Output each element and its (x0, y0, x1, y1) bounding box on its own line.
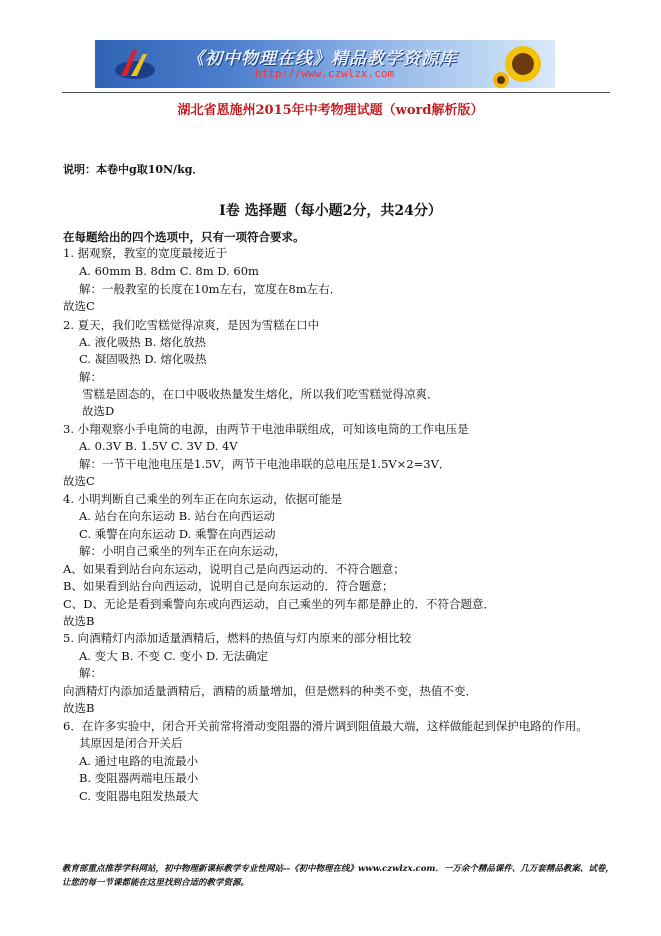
question-3: 3. 小翔观察小手电筒的电源，由两节干电池串联组成，可知该电筒的工作电压是 (63, 422, 469, 436)
question-6-cont: 其原因是闭合开关后 (79, 736, 183, 750)
question-5-options: A. 变大 B. 不变 C. 变小 D. 无法确定 (79, 649, 269, 663)
question-4-solution-cd: C、D、无论是看到乘警向东或向西运动，自己乘坐的列车都是静止的．不符合题意． (63, 597, 496, 611)
question-4-options-ab: A. 站台在向东运动 B. 站台在向西运动 (79, 509, 276, 523)
question-6-option-a: A. 通过电路的电流最小 (79, 754, 199, 768)
banner-title: 《初中物理在线》精品教学资源库 (187, 49, 457, 69)
site-logo-icon (113, 46, 157, 82)
question-4-solution-a: A、如果看到站台向东运动，说明自己是向西运动的．不符合题意； (63, 562, 405, 576)
question-4-solution: 解：小明自己乘坐的列车正在向东运动， (79, 544, 286, 558)
question-1: 1. 据观察，教室的宽度最接近于 (63, 246, 228, 260)
question-6: 6．在许多实验中，闭合开关前常将滑动变阻器的滑片调到阻值最大端，这样做能起到保护电路的作用。 (63, 719, 588, 733)
banner-url: http://www.czwlzx.com (255, 67, 395, 80)
question-2-answer: 故选D (82, 404, 115, 418)
question-3-options: A. 0.3V B. 1.5V C. 3V D. 4V (79, 439, 238, 453)
question-4-options-cd: C. 乘警在向东运动 D. 乘警在向西运动 (79, 527, 276, 541)
question-5-solution: 向酒精灯内添加适量酒精后，酒精的质量增加，但是燃料的种类不变，热值不变． (63, 684, 477, 698)
question-6-option-b: B. 变阻器两端电压最小 (79, 771, 199, 785)
exam-note: 说明：本卷中g取10N/kg． (63, 163, 204, 176)
page-footer: 教育部重点推荐学科网站，初中物理新课标教学专业性网站--《初中物理在线》www.czwlzx.com．一万余个精品课件、几万套精品教案、试卷，让您的每一节课都能在这里找到合适的教学资源。 (62, 864, 614, 888)
question-2-solution: 雪糕是固态的，在口中吸收热量发生熔化，所以我们吃雪糕觉得凉爽． (82, 387, 439, 401)
question-5-solution-label: 解： (79, 666, 102, 680)
sunflower-icon (493, 42, 549, 88)
section-title: Ⅰ卷 选择题（每小题2分，共24分） (219, 203, 442, 219)
question-1-answer: 故选C (63, 299, 95, 313)
question-6-option-c: C. 变阻器电阻发热最大 (79, 789, 199, 803)
question-5-answer: 故选B (63, 701, 95, 715)
question-2: 2. 夏天，我们吃雪糕觉得凉爽，是因为雪糕在口中 (63, 318, 320, 332)
question-2-options-ab: A. 液化吸热 B. 熔化放热 (79, 335, 207, 349)
question-3-solution: 解：一节干电池电压是1.5V，两节干电池串联的总电压是1.5V×2=3V． (79, 457, 451, 471)
question-4-solution-b: B、如果看到站台向西运动，说明自己是向东运动的．符合题意； (63, 579, 394, 593)
question-1-options: A. 60mm B. 8dm C. 8m D. 60m (79, 264, 259, 278)
site-banner (95, 40, 555, 88)
question-2-options-cd: C. 凝固吸热 D. 熔化吸热 (79, 352, 207, 366)
question-1-solution: 解：一般教室的长度在10m左右，宽度在8m左右． (79, 282, 342, 296)
question-4: 4. 小明判断自己乘坐的列车正在向东运动，依据可能是 (63, 492, 343, 506)
instructions: 在每题给出的四个选项中，只有一项符合要求。 (63, 230, 305, 244)
question-5: 5. 向酒精灯内添加适量酒精后，燃料的热值与灯内原来的部分相比较 (63, 631, 412, 645)
header-rule (62, 92, 610, 93)
document-title: 湖北省恩施州2015年中考物理试题（word解析版） (177, 103, 484, 118)
question-2-solution-label: 解： (79, 370, 102, 384)
question-4-answer: 故选B (63, 614, 95, 628)
question-3-answer: 故选C (63, 474, 95, 488)
